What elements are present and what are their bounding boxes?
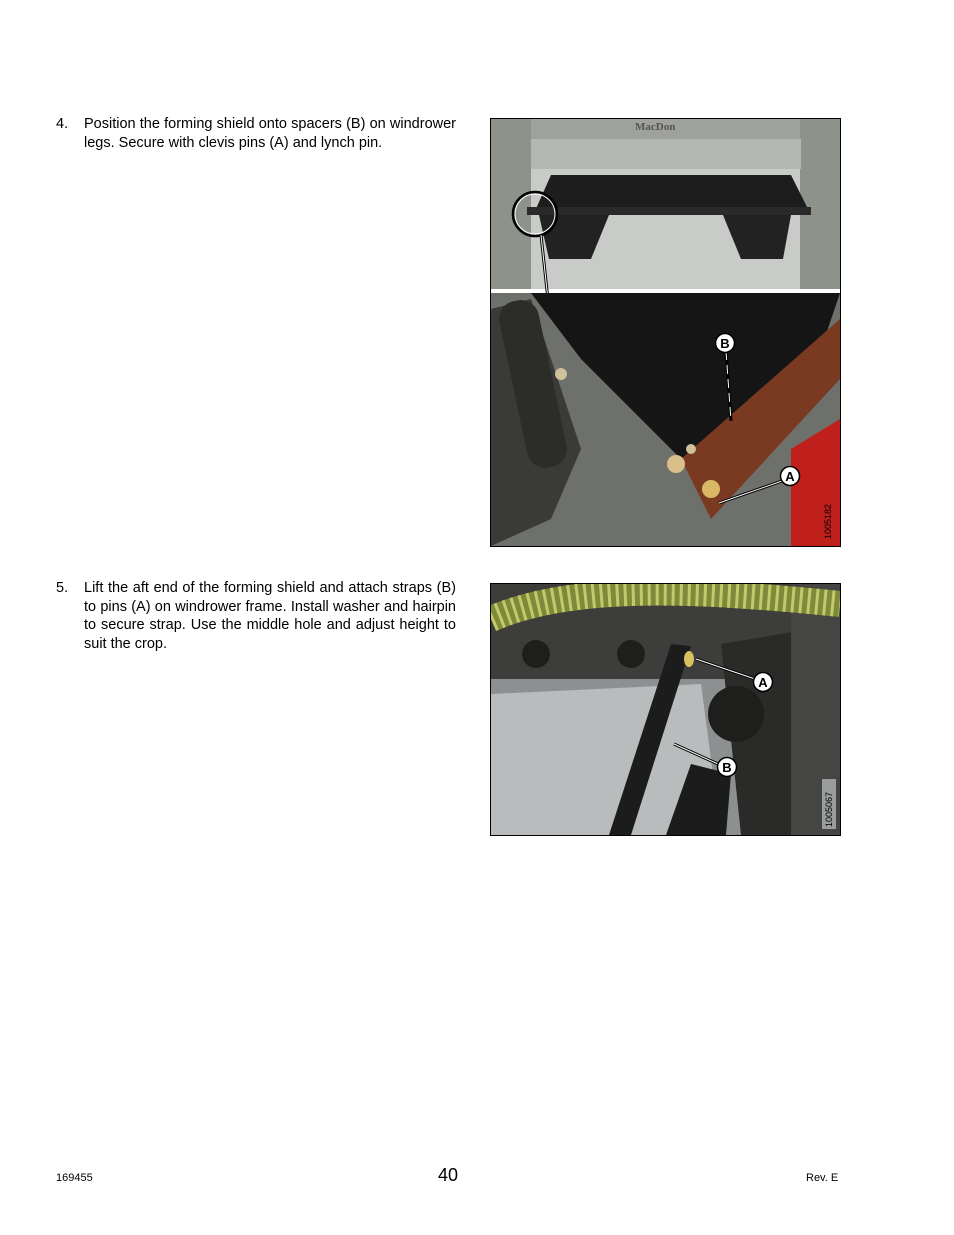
callout-label-b: B xyxy=(720,336,730,351)
figure-strap-attachment xyxy=(490,583,841,836)
callout-label-a: A xyxy=(758,675,768,690)
step-text: Position the forming shield onto spacers (B) on windrower legs. Secure with clevis pins (A) and lynch pin. xyxy=(84,116,456,151)
figure-1-illustration xyxy=(491,119,840,546)
revision-label: Rev. E xyxy=(806,1172,839,1184)
step-4 xyxy=(56,115,456,152)
page-number: 40 xyxy=(438,1165,459,1185)
step-number: 5. xyxy=(56,580,69,596)
callout-label-a: A xyxy=(785,469,795,484)
brand-text: MacDon xyxy=(635,121,676,133)
figure-id: 1005067 xyxy=(824,791,834,827)
step-text: Lift the aft end of the forming shield and attach straps (B) to pins (A) on windrower frame. Install washer and hairpin to secure strap. Use the middle hole and adjust height to suit the crop. xyxy=(84,580,456,652)
figure-forming-shield-install xyxy=(490,118,841,547)
figure-id: 1005182 xyxy=(823,503,833,539)
callout-label-b: B xyxy=(722,760,732,775)
step-5 xyxy=(56,579,456,653)
figure-2-illustration xyxy=(491,584,840,835)
doc-number: 169455 xyxy=(56,1172,93,1184)
step-number: 4. xyxy=(56,116,69,132)
